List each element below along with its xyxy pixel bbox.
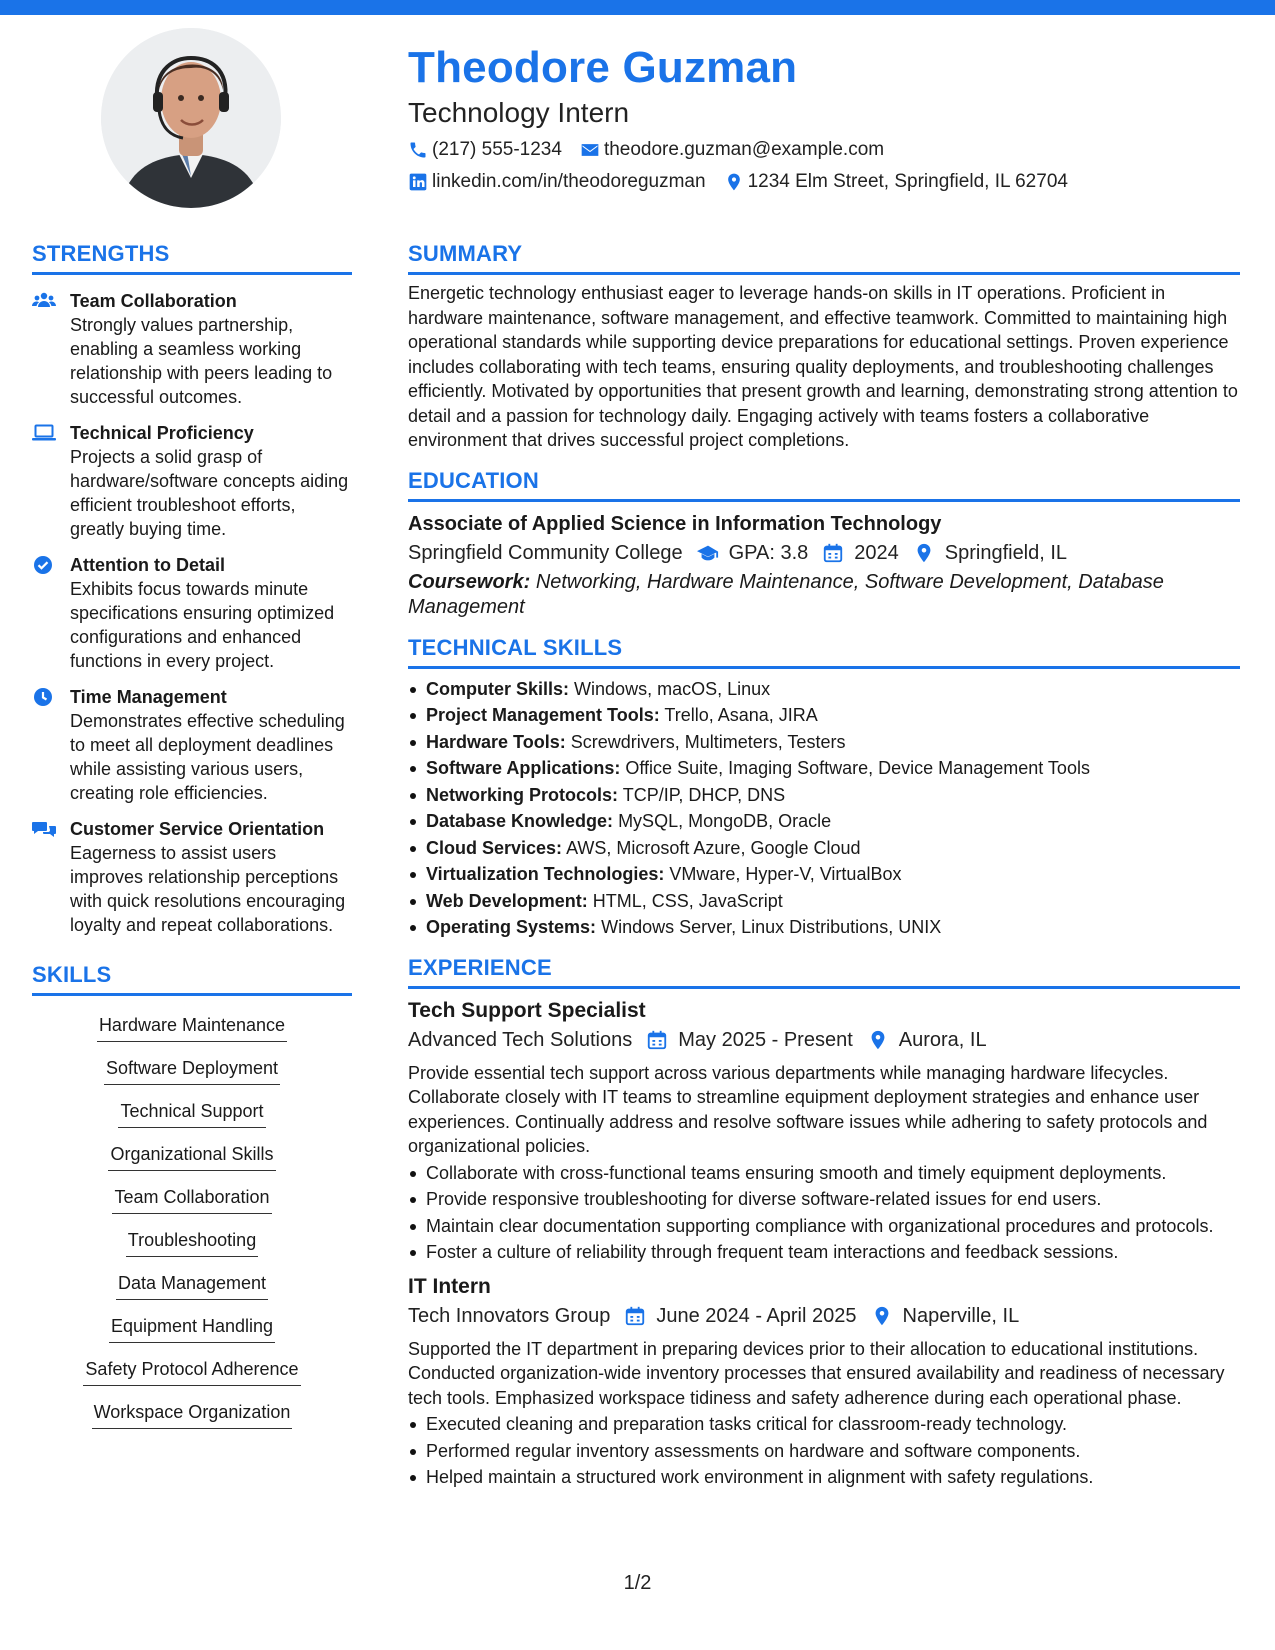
dates-text: June 2024 - April 2025 [656,1304,857,1327]
technical-skills-list [408,677,1240,940]
list-item [408,783,1240,808]
company-text: Advanced Tech Solutions [408,1028,633,1051]
location-text: Aurora, IL [898,1028,987,1051]
job-summary: Provide essential tech support across various departments while managing hardware lifecycles. Collaborate closely with IT teams to streamline equipment deployment strategies and enhance user experiences. Continually address and resolve software issues while adhering to safety protocols and organizational policies. [408,1062,1208,1156]
list-item [408,730,1240,755]
list-item [408,915,1240,940]
strength-desc: Eagerness to assist users improves relationship perceptions with quick resolutions encouraging loyalty and repeat collaborations. [70,843,346,935]
summary-heading: SUMMARY [408,240,1240,275]
list-item: Maintain clear documentation supporting compliance with organizational procedures and protocols. [408,1214,1240,1239]
map-pin-icon [913,542,935,564]
list-item: Provide responsive troubleshooting for diverse software-related issues for end users. [408,1187,1240,1212]
skill-category: Operating Systems: [426,917,597,937]
location-text: Naperville, IL [902,1304,1020,1327]
company-name [408,1301,610,1331]
skill-category: Cloud Services: [426,837,563,858]
skill-tag: Organizational Skills [108,1138,275,1171]
job-entry [408,1273,1240,1490]
strength-title: Attention to Detail [70,555,225,575]
location-text: Springfield, IL [944,541,1068,564]
job-meta [408,1025,1240,1055]
skill-values: Trello, Asana, JIRA [664,705,818,725]
job-title: IT Intern [408,1274,491,1298]
check-circle-icon [32,553,70,673]
job-meta [408,1301,1240,1331]
skill-category: Software Applications: [426,758,621,778]
strength-item [32,817,352,937]
job-dates [646,1025,853,1055]
skill-tag: Software Deployment [104,1052,280,1085]
skills-list [32,1004,352,1434]
list-item [408,677,1240,702]
list-item: Performed regular inventory assessments on hardware and software components. [408,1439,1240,1464]
dates-text: May 2025 - Present [678,1028,853,1051]
list-item [408,836,1240,861]
skill-values: Office Suite, Imaging Software, Device Management Tools [625,758,1090,778]
candidate-name: Theodore Guzman [408,43,798,92]
strength-title: Customer Service Orientation [70,819,325,839]
list-item: Executed cleaning and preparation tasks critical for classroom-ready technology. [408,1412,1240,1437]
graduation-cap-icon [697,542,719,564]
education-heading: EDUCATION [408,467,1240,502]
job-location [867,1025,987,1055]
laptop-icon [32,421,70,541]
skill-category: Database Knowledge: [426,811,614,831]
job-bullets [408,1161,1240,1265]
skill-values: MySQL, MongoDB, Oracle [618,811,832,831]
contact-row-2 [408,170,1238,194]
strengths-list [32,289,352,937]
chat-bubbles-icon [32,817,70,937]
users-icon [32,289,70,409]
list-item [408,889,1240,914]
email-text[interactable]: theodore.guzman@example.com [603,139,885,160]
year-text: 2024 [854,541,899,564]
skills-heading: SKILLS [32,961,352,996]
contact-linkedin[interactable] [408,170,706,194]
strength-desc: Projects a solid grasp of hardware/software concepts aiding efficient troubleshoot efforts, greatly buying time. [70,447,349,539]
summary-section [408,240,1240,453]
list-item: Helped maintain a structured work environment in alignment with safety regulations. [408,1465,1240,1490]
job-summary: Supported the IT department in preparing devices prior to their allocation to educational institutions. Conducted organization-wide inventory processes that ensured availability and readiness of necessary tech tools. Emphasized workspace tidiness and safety adherence during each operational phase. [408,1338,1225,1408]
skill-category: Networking Protocols: [426,784,619,805]
job-location [871,1301,1020,1331]
skill-tag: Data Management [116,1267,268,1300]
strength-desc: Demonstrates effective scheduling to meet all deployment deadlines while assisting various users, creating role efficiencies. [70,711,345,803]
strength-item [32,685,352,805]
technical-skills-heading: TECHNICAL SKILLS [408,634,1240,669]
calendar-icon [624,1305,646,1327]
technical-skills-section [408,634,1240,940]
skill-values: HTML, CSS, JavaScript [592,890,783,911]
strength-desc: Strongly values partnership, enabling a seamless working relationship with peers leading to successful outcomes. [70,315,333,407]
skill-category: Virtualization Technologies: [426,864,665,884]
map-pin-icon [871,1305,893,1327]
strength-desc: Exhibits focus towards minute specifications ensuring optimized configurations and enhanced functions in every project. [70,579,335,671]
coursework-text: Networking, Hardware Maintenance, Software Development, Database Management [408,570,1164,618]
right-column [408,240,1240,1504]
list-item: Collaborate with cross-functional teams ensuring smooth and timely equipment deployments. [408,1161,1240,1186]
calendar-icon [646,1029,668,1051]
contact-email[interactable] [580,138,884,162]
profile-photo [101,28,281,208]
skill-values: Windows, macOS, Linux [574,678,771,699]
job-dates [624,1301,856,1331]
company-text: Tech Innovators Group [408,1304,611,1327]
job-bullets [408,1412,1240,1490]
gpa-text: GPA: 3.8 [728,541,809,564]
map-pin-icon [724,172,744,192]
contact-address [724,170,1068,194]
job-title: Tech Support Specialist [408,998,646,1022]
job-entry [408,997,1240,1265]
address-text: 1234 Elm Street, Springfield, IL 62704 [747,171,1068,192]
linkedin-text[interactable]: linkedin.com/in/theodoreguzman [432,171,706,192]
top-accent-bar [0,0,1275,15]
skill-category: Web Development: [426,890,588,911]
education-location [913,538,1067,568]
list-item [408,809,1240,834]
education-section [408,467,1240,620]
contact-phone [408,138,562,162]
skill-tag: Technical Support [118,1095,265,1128]
map-pin-icon [867,1029,889,1051]
graduation-year [822,538,899,568]
skill-category: Computer Skills: [426,678,570,699]
strength-item [32,421,352,541]
strength-title: Time Management [70,687,227,707]
list-item: Foster a culture of reliability through frequent team interactions and feedback sessions. [408,1240,1240,1265]
clock-icon [32,685,70,805]
candidate-role: Technology Intern [408,97,630,128]
page-number: 1/2 [623,1572,652,1594]
school-name [408,538,683,568]
strength-item [32,553,352,673]
degree-title: Associate of Applied Science in Information Technology [408,512,942,535]
coursework-label: Coursework: [408,570,531,593]
phone-text: (217) 555-1234 [432,139,562,160]
gpa [697,538,809,568]
company-name [408,1025,632,1055]
skill-values: Screwdrivers, Multimeters, Testers [570,731,846,752]
skill-tag: Troubleshooting [126,1224,258,1257]
skill-values: AWS, Microsoft Azure, Google Cloud [566,837,861,858]
coursework [408,570,1240,620]
phone-icon [408,140,428,160]
list-item [408,862,1240,887]
education-meta [408,538,1240,568]
school-text: Springfield Community College [408,541,683,564]
linkedin-icon [408,172,428,192]
envelope-icon [580,140,600,160]
skill-tag: Equipment Handling [109,1310,275,1343]
list-item [408,756,1240,781]
contact-row-1 [408,138,1238,162]
list-item [408,703,1240,728]
skill-values: VMware, Hyper-V, VirtualBox [669,864,902,884]
skill-category: Project Management Tools: [426,705,660,725]
resume-header [408,42,1238,194]
skill-values: TCP/IP, DHCP, DNS [622,784,786,805]
skill-tag: Safety Protocol Adherence [83,1353,300,1386]
skill-values: Windows Server, Linux Distributions, UNIX [601,917,942,937]
strength-title: Technical Proficiency [70,423,254,443]
skill-tag: Hardware Maintenance [97,1009,287,1042]
experience-section [408,954,1240,1490]
skill-category: Hardware Tools: [426,731,566,752]
summary-text: Energetic technology enthusiast eager to leverage hands-on skills in IT operations. Proficient in hardware maintenance, software management, and effective teamwork. Committed to maintaining high operational standards while supporting device preparations for educational settings. Proven experience includes collaborating with tech teams, ensuring quality deployments, and troubleshooting challenges efficiently. Motivated by opportunities that present growth and learning, demonstrating strong attention to detail and a passion for technology daily. Engaging actively with teams fosters a collaborative environment that drives successful project completions. [408,283,1238,450]
calendar-icon [822,542,844,564]
strength-item [32,289,352,409]
experience-heading: EXPERIENCE [408,954,1240,989]
skill-tag: Team Collaboration [112,1181,271,1214]
skill-tag: Workspace Organization [92,1396,293,1429]
strengths-heading: STRENGTHS [32,240,352,275]
left-column [32,240,352,1434]
strength-title: Team Collaboration [70,291,237,311]
